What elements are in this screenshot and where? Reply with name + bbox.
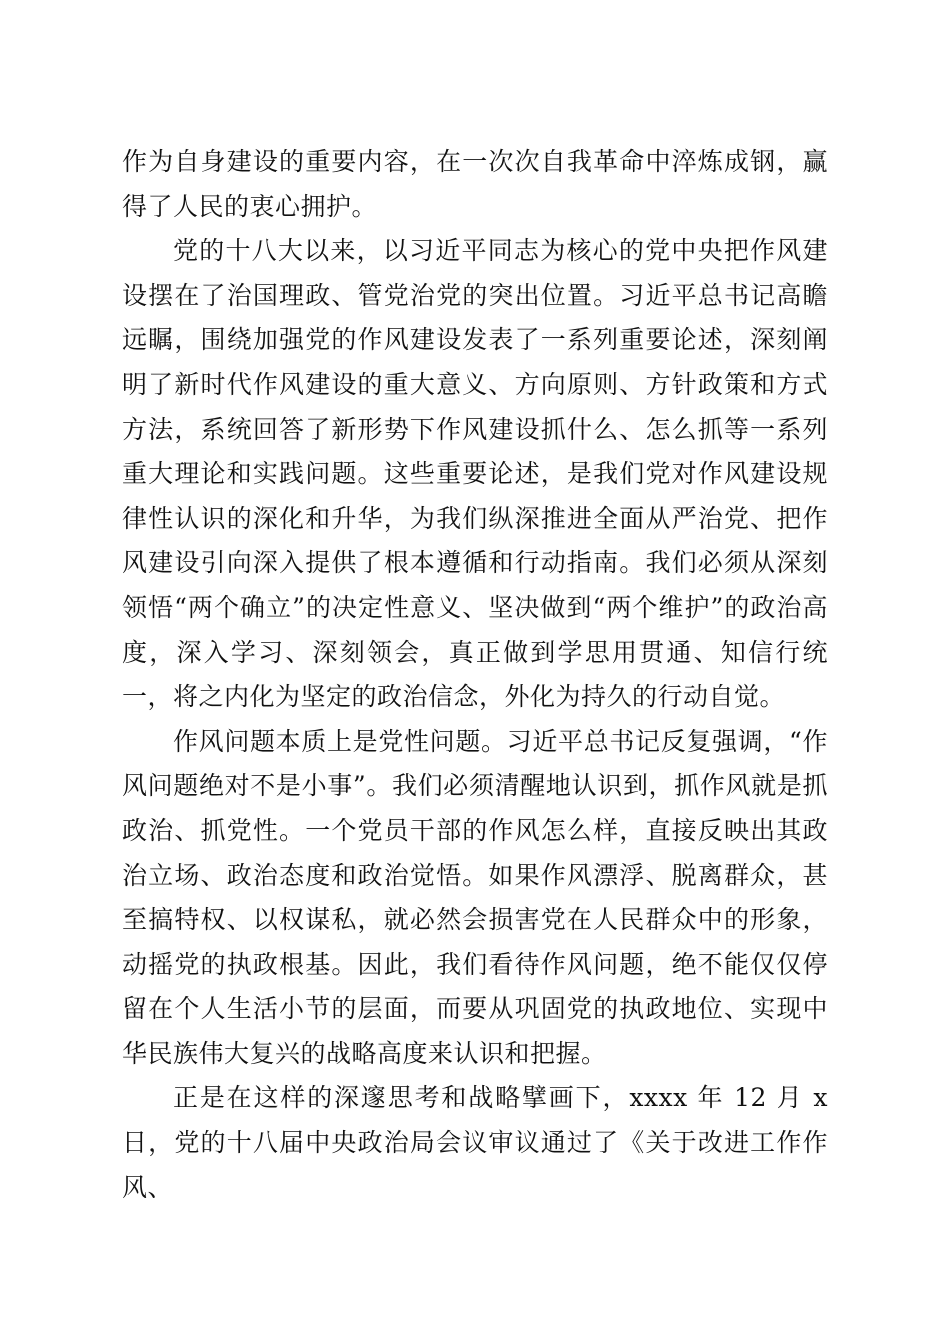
paragraph-politburo-meeting: 正是在这样的深邃思考和战略擘画下，xxxx 年 12 月 x 日，党的十八届中央政治局会议审议通过了《关于改进工作作风、 xyxy=(122,1083,828,1202)
paragraph-continuation: 作为自身建设的重要内容，在一次次自我革命中淬炼成钢，赢得了人民的衷心拥护。 xyxy=(122,147,828,221)
paragraph-style-building-overview: 党的十八大以来，以习近平同志为核心的党中央把作风建设摆在了治国理政、管党治党的突出位置。习近平总书记高瞻远瞩，围绕加强党的作风建设发表了一系列重要论述，深刻阐明了新时代作风建设的重大意义、方向原则、方针政策和方式方法，系统回答了新形势下作风建设抓什么、怎么抓等一系列重大理论和实践问题。这些重要论述，是我们党对作风建设规律性认识的深化和升华，为我们纵深推进全面从严治党、把作风建设引向深入提供了根本遵循和行动指南。我们必须从深刻领悟“两个确立”的决定性意义、坚决做到“两个维护”的政治高度，深入学习、深刻领会，真正做到学思用贯通、知信行统一，将之内化为坚定的政治信念，外化为持久的行动自觉。 xyxy=(122,236,828,712)
document-body xyxy=(122,140,828,1210)
paragraph-style-and-party-spirit: 作风问题本质上是党性问题。习近平总书记反复强调，“作风问题绝对不是小事”。我们必须清醒地认识到，抓作风就是抓政治、抓党性。一个党员干部的作风怎么样，直接反映出其政治立场、政治态度和政治觉悟。如果作风漂浮、脱离群众，甚至搞特权、以权谋私，就必然会损害党在人民群众中的形象，动摇党的执政根基。因此，我们看待作风问题，绝不能仅仅停留在个人生活小节的层面，而要从巩固党的执政地位、实现中华民族伟大复兴的战略高度来认识和把握。 xyxy=(122,726,828,1068)
